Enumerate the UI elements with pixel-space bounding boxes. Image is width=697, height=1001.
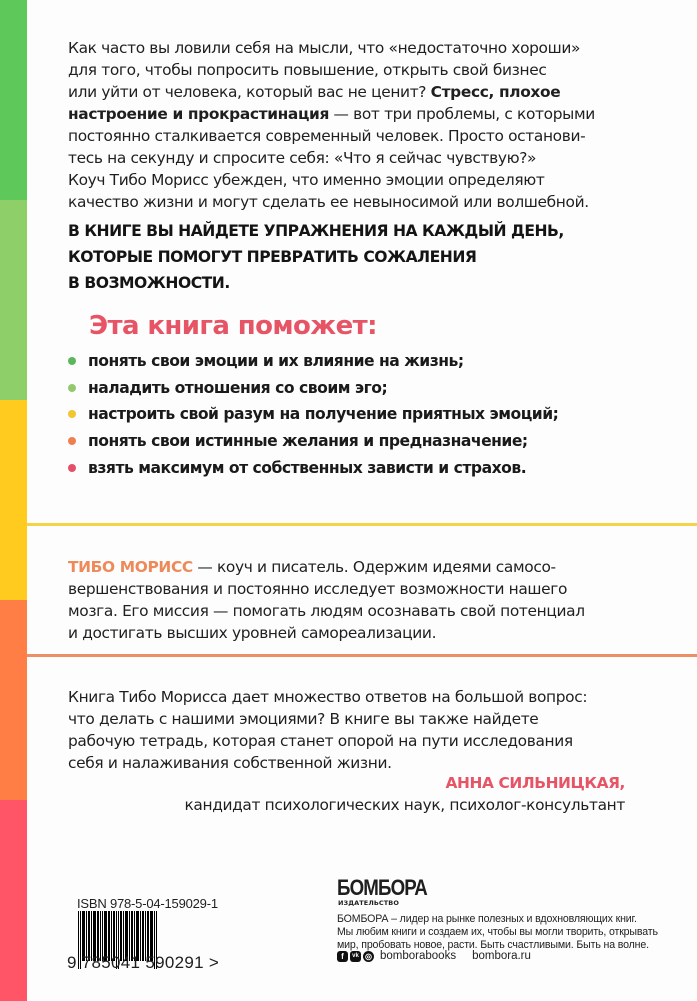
benefit-item	[68, 404, 558, 424]
author-line: вершенствования и постоянно исследует возможности нашего	[68, 580, 568, 598]
stripe-yellow	[0, 400, 27, 600]
intro-line	[68, 81, 560, 103]
publisher-description-line: мир, пробовать новое, расти. Быть счастливыми. Быть на волне.	[337, 939, 649, 951]
benefit-item	[68, 378, 387, 398]
bullet-dot-icon	[68, 384, 76, 392]
benefit-text: наладить отношения со своим эго;	[88, 379, 388, 397]
bullet-dot-icon	[68, 410, 76, 418]
author-name: ТИБО МОРИСС	[68, 558, 193, 576]
stripe-orange	[0, 600, 27, 800]
intro-line: тесь на секунду и спросите себя: «Что я сейчас чувствую?»	[68, 149, 537, 167]
bullet-dot-icon	[68, 357, 76, 365]
author-text: — коуч и писатель. Одержим идеями самосо-	[192, 558, 556, 576]
callout-line: В КНИГЕ ВЫ НАЙДЕТЕ УПРАЖНЕНИЯ НА КАЖДЫЙ ДЕНЬ,	[68, 222, 564, 240]
callout-line: В ВОЗМОЖНОСТИ.	[68, 274, 230, 292]
divider-orange	[27, 654, 697, 657]
social-links	[337, 950, 531, 962]
publisher-subtitle: ИЗДАТЕЛЬСТВО	[338, 899, 399, 907]
callout-line: КОТОРЫЕ ПОМОГУТ ПРЕВРАТИТЬ СОЖАЛЕНИЯ	[68, 248, 477, 266]
author-line	[68, 556, 556, 578]
intro-line	[68, 103, 595, 125]
website-link[interactable]: bombora.ru	[472, 950, 531, 962]
intro-line: Коуч Тибо Морисс убежден, что именно эмоции определяют	[68, 171, 545, 189]
social-handle[interactable]: bomborabooks	[380, 950, 457, 962]
intro-line: постоянно сталкивается современный человек. Просто останови-	[68, 127, 586, 145]
intro-line: для того, чтобы попросить повышение, открыть свой бизнес	[68, 61, 547, 79]
facebook-icon[interactable]: f	[337, 951, 348, 962]
review-line: себя и налаживания собственной жизни.	[68, 754, 392, 772]
vk-icon[interactable]: vk	[350, 951, 361, 962]
benefit-text: понять свои истинные желания и предназначение;	[88, 432, 528, 450]
publisher-logo: БОМБОРА	[337, 875, 427, 900]
author-line: и достигать высших уровней самореализации.	[68, 624, 437, 642]
instagram-icon[interactable]: ◎	[363, 951, 374, 962]
bullet-dot-icon	[68, 437, 76, 445]
stripe-green	[0, 0, 27, 200]
benefit-text: настроить свой разум на получение приятных эмоций;	[88, 405, 559, 423]
reviewer-title: кандидат психологических наук, психолог-консультант	[184, 796, 625, 814]
benefit-item	[68, 431, 528, 451]
intro-text: или уйти от человека, который вас не ценит?	[68, 83, 431, 101]
intro-line: Как часто вы ловили себя на мысли, что «недостаточно хороши»	[68, 39, 581, 57]
benefits-heading: Эта книга поможет:	[89, 311, 377, 341]
isbn-label: ISBN 978-5-04-159029-1	[77, 896, 218, 911]
benefit-text: понять свои эмоции и их влияние на жизнь;	[88, 352, 464, 370]
benefit-item	[68, 351, 464, 371]
intro-emphasis: Стресс, плохое	[430, 83, 561, 101]
stripe-light-green	[0, 200, 27, 400]
intro-text: — вот три проблемы, с которыми	[329, 105, 595, 123]
author-line: мозга. Его миссия — помогать людям осознавать свой потенциал	[68, 602, 585, 620]
publisher-description-line: БОМБОРА – лидер на рынке полезных и вдохновляющих книг.	[337, 913, 637, 925]
review-line: что делать с нашими эмоциями? В книге вы также найдете	[68, 710, 539, 728]
review-line: Книга Тибо Морисса дает множество ответов на большой вопрос:	[68, 688, 588, 706]
benefit-text: взять максимум от собственных зависти и страхов.	[88, 459, 527, 477]
reviewer-name: АННА СИЛЬНИЦКАЯ,	[445, 774, 625, 792]
stripe-red	[0, 800, 27, 1001]
divider-yellow	[27, 523, 697, 526]
bullet-dot-icon	[68, 464, 76, 472]
review-line: рабочую тетрадь, которая станет опорой на пути исследования	[68, 732, 573, 750]
publisher-description-line: Мы любим книги и создаем их, чтобы вы могли творить, открывать	[337, 926, 658, 938]
intro-line: качество жизни и могут сделать ее невыносимой или волшебной.	[68, 193, 589, 211]
intro-emphasis: настроение и прокрастинация	[68, 105, 329, 123]
barcode-digits: 9 785041 590291 >	[67, 953, 220, 972]
benefit-item	[68, 458, 526, 478]
